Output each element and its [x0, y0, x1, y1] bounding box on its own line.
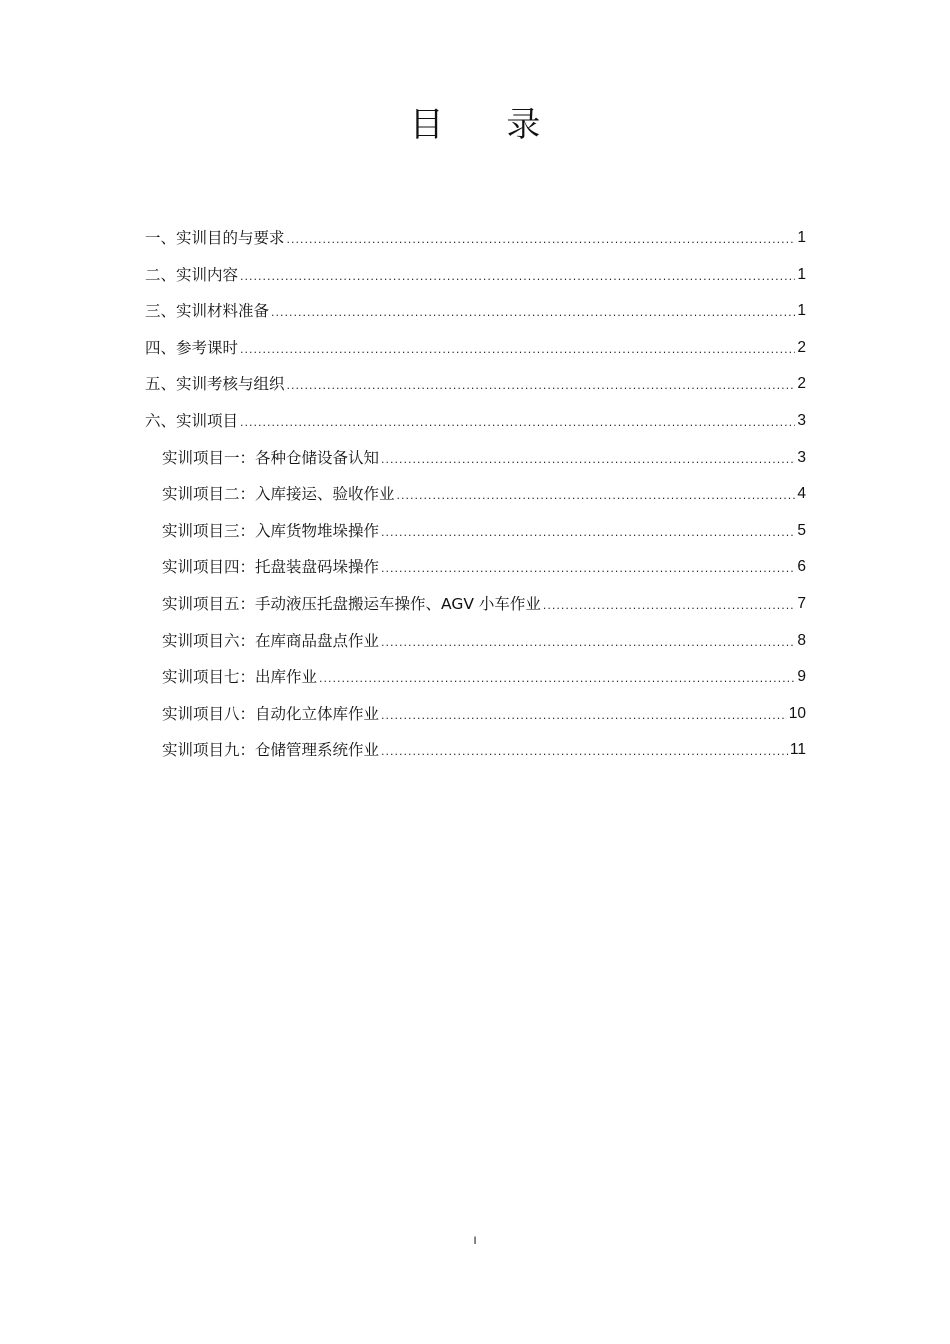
toc-entry-label: 三、实训材料准备	[145, 302, 270, 321]
toc-entry-label: 实训项目三：入库货物堆垛操作	[162, 521, 380, 540]
toc-entry-page-number: 5	[797, 521, 806, 539]
toc-entry-page-number: 1	[797, 265, 806, 283]
page-number-footer: I	[473, 1235, 477, 1247]
toc-entry-page-number: 3	[797, 448, 806, 466]
toc-entry-label: 实训项目六：在库商品盘点作业	[162, 631, 380, 650]
toc-entry-label: 实训项目九：仓储管理系统作业	[162, 741, 380, 760]
toc-subentry[interactable]	[162, 696, 806, 733]
toc-dot-leader	[381, 698, 787, 735]
toc-subentry[interactable]	[162, 659, 806, 696]
toc-entry-label: 二、实训内容	[145, 265, 239, 284]
toc-entry[interactable]	[145, 403, 806, 440]
toc-entry[interactable]	[145, 293, 806, 330]
toc-entry-label: 四、参考课时	[145, 338, 239, 357]
page-title: 目 录	[409, 105, 567, 145]
toc-entry-page-number: 11	[789, 741, 806, 759]
toc-dot-leader	[397, 478, 796, 515]
toc-dot-leader	[287, 368, 796, 405]
toc-dot-leader	[319, 661, 795, 698]
toc-subentry[interactable]	[162, 549, 806, 586]
toc-entry-page-number: 1	[797, 229, 806, 246]
toc-entry-label: 实训项目一：各种仓储设备认知	[162, 448, 380, 467]
toc-entry-page-number: 2	[797, 375, 806, 393]
toc-dot-leader	[381, 734, 788, 771]
toc-subentry[interactable]	[162, 440, 806, 477]
toc-entry-label: 六、实训项目	[145, 411, 239, 430]
toc-entry[interactable]	[145, 257, 806, 294]
toc-subentry[interactable]	[162, 623, 806, 660]
toc-dot-leader	[240, 332, 795, 369]
toc-entry-page-number: 8	[797, 631, 806, 649]
toc-dot-leader	[381, 625, 795, 662]
toc-dot-leader	[240, 259, 795, 296]
toc-dot-leader	[271, 295, 795, 332]
toc-entry-page-number: 1	[797, 302, 806, 320]
toc-entry-label: 实训项目七：出库作业	[162, 668, 318, 687]
toc-entry-page-number: 4	[797, 485, 806, 503]
toc-subentry[interactable]	[162, 732, 806, 769]
toc-entry-page-number: 6	[797, 558, 806, 576]
toc-subentry[interactable]	[162, 513, 806, 550]
toc-entry-label: 实训项目二：入库接运、验收作业	[162, 485, 395, 504]
toc-entry[interactable]	[145, 220, 806, 257]
toc-dot-leader	[240, 405, 795, 442]
toc-dot-leader	[381, 515, 795, 552]
toc-entry-label: 实训项目五：手动液压托盘搬运车操作、AGV 小车作业	[162, 594, 541, 613]
toc-entry-page-number: 7	[797, 594, 806, 612]
toc-dot-leader	[381, 442, 795, 479]
toc-dot-leader	[543, 588, 796, 625]
toc-entry-page-number: 10	[788, 704, 806, 722]
toc-entry[interactable]	[145, 330, 806, 367]
toc-entry-label: 实训项目八：自动化立体库作业	[162, 704, 380, 723]
toc-entry[interactable]	[145, 366, 806, 403]
table-of-contents	[0, 220, 950, 769]
toc-subentry[interactable]	[162, 586, 806, 623]
toc-subentry[interactable]	[162, 476, 806, 513]
toc-entry-page-number: 2	[797, 338, 806, 356]
toc-entry-label: 实训项目四：托盘装盘码垛操作	[162, 558, 380, 577]
toc-entry-page-number: 3	[797, 411, 806, 429]
toc-entry-label: 一、实训目的与要求	[145, 229, 285, 247]
toc-entry-page-number: 9	[797, 668, 806, 686]
toc-dot-leader	[287, 222, 796, 259]
toc-entry-label: 五、实训考核与组织	[145, 375, 285, 394]
toc-dot-leader	[381, 551, 795, 588]
